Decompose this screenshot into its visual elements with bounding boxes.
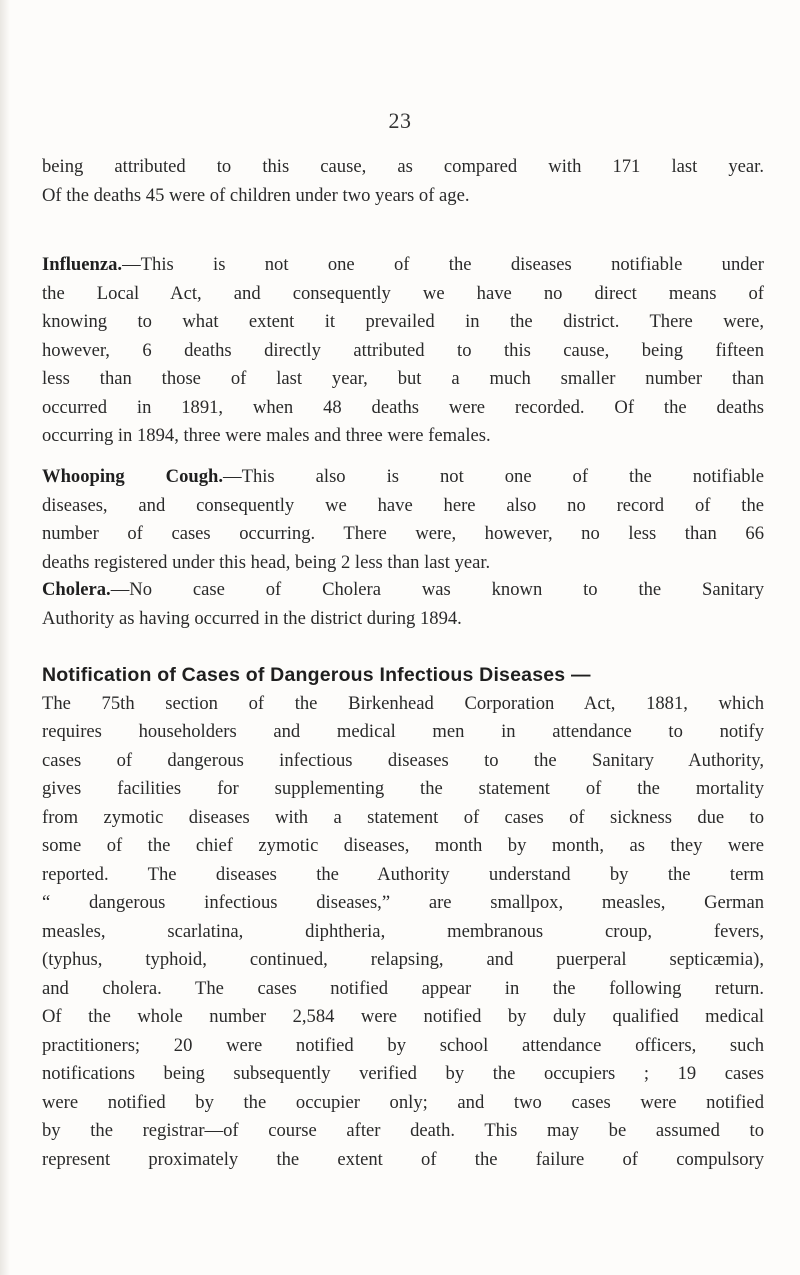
text-run: —No case of Cholera was known to the Sanitary: [110, 579, 764, 600]
text-line: [42, 463, 764, 492]
text-line: number of cases occurring. There were, however, no less than 66: [42, 523, 764, 544]
text-line: knowing to what extent it prevailed in the district. There were,: [42, 311, 764, 332]
text-line: gives facilities for supplementing the statement of the mortality: [42, 778, 764, 799]
section-heading-whooping-cough: Whooping Cough.: [42, 466, 224, 487]
paragraph-cholera: [42, 576, 764, 633]
text-line: less than those of last year, but a much smaller number than: [42, 368, 764, 389]
paragraph-influenza: [42, 251, 764, 451]
text-line: Of the deaths 45 were of children under two years of age.: [42, 184, 470, 206]
text-line: however, 6 deaths directly attributed to this cause, being fifteen: [42, 339, 764, 361]
text-line: notifications being subsequently verified by the occupiers ; 19 cases: [42, 1063, 764, 1084]
text-line: “ dangerous infectious diseases,” are smallpox, measles, German: [42, 892, 764, 913]
text-line: and cholera. The cases notified appear in the following return.: [42, 977, 764, 999]
text-line: by the registrar—of course after death. This may be assumed to: [42, 1120, 764, 1141]
text-line: deaths registered under this head, being 2 less than last year.: [42, 551, 491, 573]
text-line: being attributed to this cause, as compared with 171 last year.: [42, 156, 764, 177]
text-line: measles, scarlatina, diphtheria, membranous croup, fevers,: [42, 920, 764, 942]
text-run: —: [565, 664, 591, 686]
text-line: the Local Act, and consequently we have no direct means of: [42, 282, 764, 304]
section-heading-notification: Notification of Cases of Dangerous Infectious Diseases: [42, 664, 566, 686]
text-line: Authority as having occurred in the district during 1894.: [42, 607, 462, 629]
text-line: occurred in 1891, when 48 deaths were recorded. Of the deaths: [42, 396, 764, 418]
text-line: The 75th section of the Birkenhead Corporation Act, 1881, which: [42, 692, 764, 714]
text-line: occurring in 1894, three were males and three were females.: [42, 425, 491, 446]
text-line: from zymotic diseases with a statement of cases of sickness due to: [42, 806, 764, 828]
section-heading-influenza: Influenza.: [42, 254, 123, 275]
paragraph-continuation: [42, 153, 764, 210]
text-line: some of the chief zymotic diseases, month by month, as they were: [42, 835, 764, 856]
text-line: [42, 576, 764, 605]
text-line: [42, 251, 764, 280]
text-run: —This is not one of the diseases notifiable under: [122, 254, 764, 275]
text-line: cases of dangerous infectious diseases to the Sanitary Authority,: [42, 749, 764, 771]
page-edge-shadow: [0, 0, 10, 1275]
text-line: requires householders and medical men in attendance to notify: [42, 721, 764, 742]
text-line: reported. The diseases the Authority understand by the term: [42, 863, 764, 885]
text-line: were notified by the occupier only; and two cases were notified: [42, 1091, 764, 1113]
page-number: 23: [388, 108, 412, 133]
text-line: practitioners; 20 were notified by school attendance officers, such: [42, 1034, 764, 1056]
paragraph-notification: [42, 661, 764, 1174]
text-line: represent proximately the extent of the failure of compulsory: [42, 1148, 764, 1170]
text-line: (typhus, typhoid, continued, relapsing, and puerperal septicæmia),: [42, 949, 764, 970]
text-run: —This also is not one of the notifiable: [223, 466, 764, 487]
paragraph-whooping-cough: [42, 463, 764, 577]
text-line: [42, 661, 764, 690]
text-line: Of the whole number 2,584 were notified by duly qualified medical: [42, 1006, 764, 1027]
text-line: diseases, and consequently we have here also no record of the: [42, 494, 764, 516]
section-heading-cholera: Cholera.: [42, 579, 111, 600]
